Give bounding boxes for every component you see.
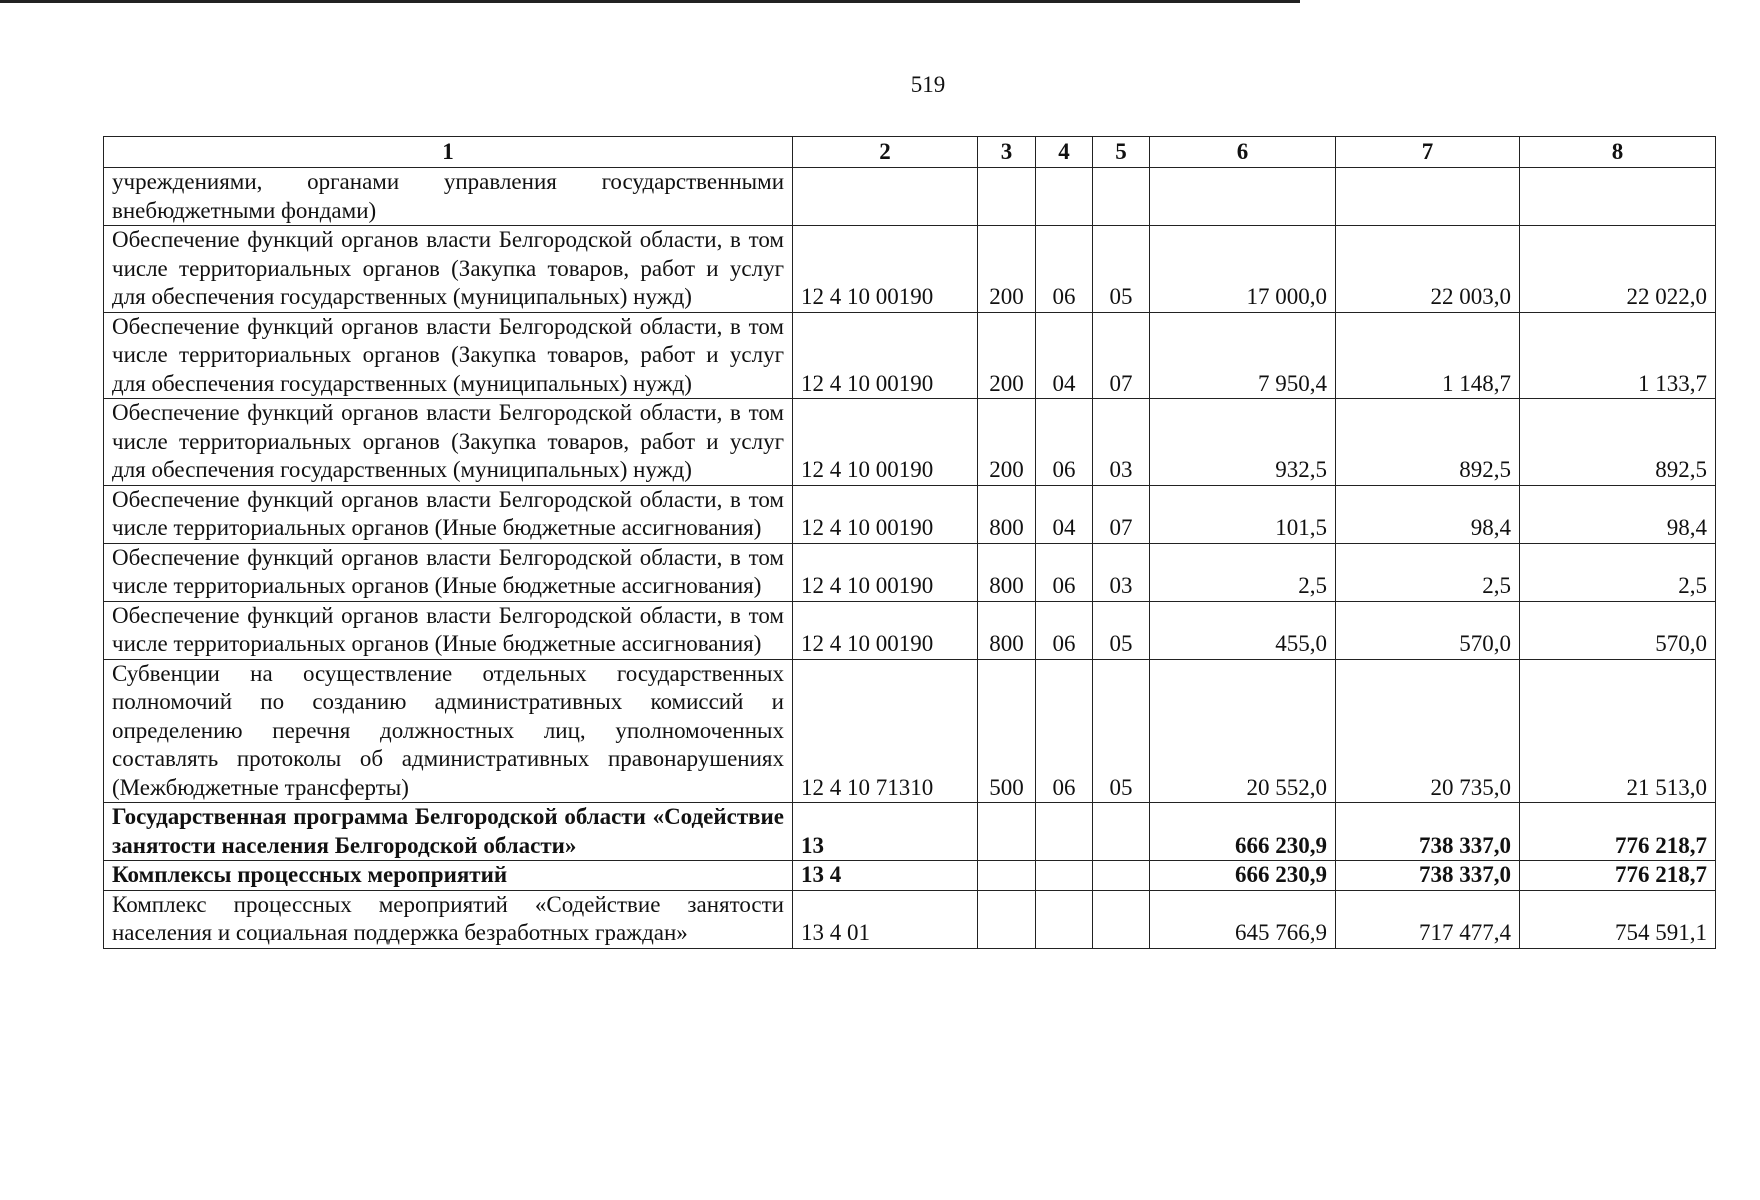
table-row (104, 803, 1716, 861)
row-col8-cell: 892,5 (1520, 399, 1716, 486)
row-col3-cell (978, 803, 1036, 861)
row-col6-cell: 932,5 (1150, 399, 1336, 486)
row-code-cell: 13 (793, 803, 978, 861)
row-col7-cell: 98,4 (1336, 485, 1520, 543)
header-col-6: 6 (1150, 137, 1336, 168)
header-col-2: 2 (793, 137, 978, 168)
row-col6-cell: 101,5 (1150, 485, 1336, 543)
row-col6-cell (1150, 168, 1336, 226)
row-name-cell: Субвенции на осуществление отдельных государственных полномочий по созданию административных комиссий и определению перечня должностных лиц, уполномоченных составлять протоколы об административных правонарушениях (Межбюджетные трансферты) (104, 659, 793, 803)
row-col3-cell: 800 (978, 485, 1036, 543)
row-col5-cell: 05 (1093, 659, 1150, 803)
row-col3-cell: 800 (978, 543, 1036, 601)
header-col-7: 7 (1336, 137, 1520, 168)
row-col4-cell: 06 (1036, 399, 1093, 486)
row-name-cell: Обеспечение функций органов власти Белгородской области, в том числе территориальных органов (Закупка товаров, работ и услуг для обеспечения государственных (муниципальных) нужд) (104, 226, 793, 313)
row-col3-cell: 200 (978, 312, 1036, 399)
row-col3-cell (978, 890, 1036, 948)
row-code-cell (793, 168, 978, 226)
row-col5-cell: 07 (1093, 485, 1150, 543)
row-col4-cell: 04 (1036, 312, 1093, 399)
row-col4-cell: 06 (1036, 601, 1093, 659)
row-col4-cell: 04 (1036, 485, 1093, 543)
row-col4-cell (1036, 861, 1093, 891)
row-name-cell: Обеспечение функций органов власти Белгородской области, в том числе территориальных органов (Закупка товаров, работ и услуг для обеспечения государственных (муниципальных) нужд) (104, 312, 793, 399)
row-col7-cell: 2,5 (1336, 543, 1520, 601)
row-col3-cell: 500 (978, 659, 1036, 803)
row-col3-cell: 200 (978, 226, 1036, 313)
row-code-cell: 13 4 01 (793, 890, 978, 948)
table-row (104, 890, 1716, 948)
row-col5-cell (1093, 861, 1150, 891)
row-col5-cell: 07 (1093, 312, 1150, 399)
row-name-cell: Обеспечение функций органов власти Белгородской области, в том числе территориальных органов (Иные бюджетные ассигнования) (104, 601, 793, 659)
row-name-cell: учреждениями, органами управления государственными внебюджетными фондами) (104, 168, 793, 226)
row-col4-cell: 06 (1036, 543, 1093, 601)
row-col8-cell (1520, 168, 1716, 226)
row-col7-cell (1336, 168, 1520, 226)
row-col6-cell: 20 552,0 (1150, 659, 1336, 803)
row-col7-cell: 738 337,0 (1336, 803, 1520, 861)
row-col3-cell: 800 (978, 601, 1036, 659)
table-row (104, 543, 1716, 601)
row-col4-cell: 06 (1036, 659, 1093, 803)
row-code-cell: 12 4 10 00190 (793, 601, 978, 659)
row-col5-cell: 03 (1093, 399, 1150, 486)
row-col6-cell: 455,0 (1150, 601, 1336, 659)
row-col5-cell: 03 (1093, 543, 1150, 601)
row-name-cell: Государственная программа Белгородской области «Содействие занятости населения Белгородской области» (104, 803, 793, 861)
top-rule (0, 0, 1300, 3)
row-col4-cell (1036, 890, 1093, 948)
row-col8-cell: 2,5 (1520, 543, 1716, 601)
row-code-cell: 12 4 10 00190 (793, 226, 978, 313)
row-col6-cell: 7 950,4 (1150, 312, 1336, 399)
row-col7-cell: 738 337,0 (1336, 861, 1520, 891)
row-code-cell: 12 4 10 00190 (793, 543, 978, 601)
header-col-8: 8 (1520, 137, 1716, 168)
row-col6-cell: 666 230,9 (1150, 803, 1336, 861)
table-body (104, 168, 1716, 949)
row-col5-cell (1093, 890, 1150, 948)
table-row (104, 226, 1716, 313)
table-row (104, 312, 1716, 399)
table-row (104, 861, 1716, 891)
row-col8-cell: 776 218,7 (1520, 803, 1716, 861)
row-col8-cell: 570,0 (1520, 601, 1716, 659)
row-code-cell: 12 4 10 00190 (793, 485, 978, 543)
table-row (104, 399, 1716, 486)
row-col4-cell (1036, 803, 1093, 861)
row-col4-cell (1036, 168, 1093, 226)
row-col8-cell: 21 513,0 (1520, 659, 1716, 803)
row-col7-cell: 22 003,0 (1336, 226, 1520, 313)
row-col5-cell (1093, 803, 1150, 861)
header-col-4: 4 (1036, 137, 1093, 168)
row-col7-cell: 570,0 (1336, 601, 1520, 659)
row-col7-cell: 892,5 (1336, 399, 1520, 486)
budget-table (103, 136, 1716, 949)
row-col5-cell: 05 (1093, 226, 1150, 313)
row-col7-cell: 1 148,7 (1336, 312, 1520, 399)
row-code-cell: 13 4 (793, 861, 978, 891)
row-name-cell: Комплексы процессных мероприятий (104, 861, 793, 891)
row-col5-cell: 05 (1093, 601, 1150, 659)
header-col-1: 1 (104, 137, 793, 168)
row-col7-cell: 20 735,0 (1336, 659, 1520, 803)
row-col5-cell (1093, 168, 1150, 226)
header-row (104, 137, 1716, 168)
table-row (104, 485, 1716, 543)
page-number: 519 (910, 72, 946, 97)
row-col8-cell: 1 133,7 (1520, 312, 1716, 399)
row-col3-cell (978, 168, 1036, 226)
row-code-cell: 12 4 10 71310 (793, 659, 978, 803)
table-row (104, 659, 1716, 803)
table-row (104, 601, 1716, 659)
row-col3-cell (978, 861, 1036, 891)
table-row (104, 168, 1716, 226)
row-col6-cell: 17 000,0 (1150, 226, 1336, 313)
row-name-cell: Обеспечение функций органов власти Белгородской области, в том числе территориальных органов (Иные бюджетные ассигнования) (104, 543, 793, 601)
header-col-5: 5 (1093, 137, 1150, 168)
row-name-cell: Обеспечение функций органов власти Белгородской области, в том числе территориальных органов (Закупка товаров, работ и услуг для обеспечения государственных (муниципальных) нужд) (104, 399, 793, 486)
header-col-3: 3 (978, 137, 1036, 168)
row-code-cell: 12 4 10 00190 (793, 312, 978, 399)
row-name-cell: Обеспечение функций органов власти Белгородской области, в том числе территориальных органов (Иные бюджетные ассигнования) (104, 485, 793, 543)
row-col8-cell: 776 218,7 (1520, 861, 1716, 891)
row-name-cell: Комплекс процессных мероприятий «Содействие занятости населения и социальная поддержка безработных граждан» (104, 890, 793, 948)
row-code-cell: 12 4 10 00190 (793, 399, 978, 486)
row-col6-cell: 645 766,9 (1150, 890, 1336, 948)
row-col4-cell: 06 (1036, 226, 1093, 313)
row-col6-cell: 666 230,9 (1150, 861, 1336, 891)
row-col8-cell: 754 591,1 (1520, 890, 1716, 948)
row-col6-cell: 2,5 (1150, 543, 1336, 601)
row-col7-cell: 717 477,4 (1336, 890, 1520, 948)
row-col3-cell: 200 (978, 399, 1036, 486)
row-col8-cell: 98,4 (1520, 485, 1716, 543)
row-col8-cell: 22 022,0 (1520, 226, 1716, 313)
